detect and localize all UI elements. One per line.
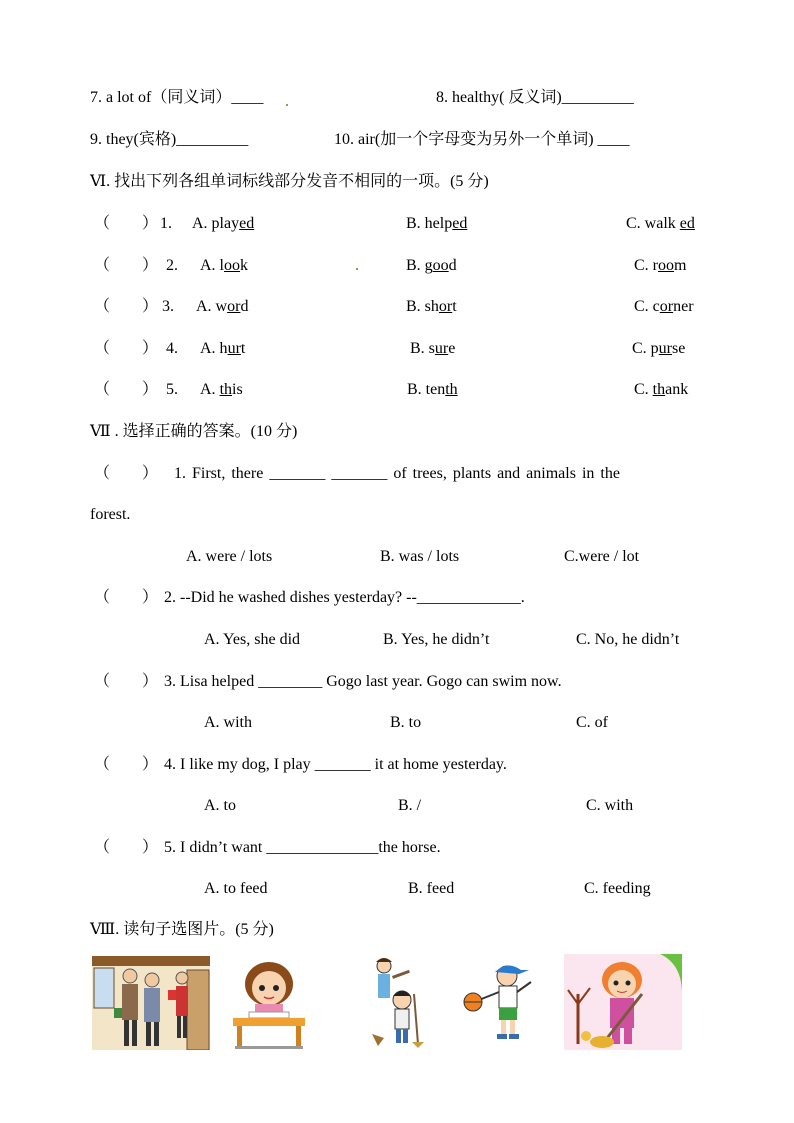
word-part: ank xyxy=(665,381,689,398)
word-part: B. ten xyxy=(407,381,446,398)
option-b: B. Yes, he didn’t xyxy=(383,631,490,648)
option-b xyxy=(410,339,455,359)
answer-paren: （ ） xyxy=(94,756,159,773)
visit-family-picture xyxy=(92,956,210,1050)
word-part: t xyxy=(452,298,457,315)
girl-sweeping-picture xyxy=(564,954,682,1050)
underlined-letters: ur xyxy=(434,340,449,357)
option-c xyxy=(634,297,694,317)
word-part: A. w xyxy=(196,298,228,315)
word-part: C. c xyxy=(634,298,660,315)
option-c: C. of xyxy=(576,714,608,731)
item-number: 2. xyxy=(166,257,178,274)
word-part: ner xyxy=(673,298,694,315)
word-part: t xyxy=(240,340,246,357)
answer-paren: （ ） xyxy=(94,298,159,315)
underlined-letters: ed xyxy=(679,215,695,232)
word-part: A. play xyxy=(192,215,240,232)
stray-dot xyxy=(356,268,358,270)
option-a xyxy=(192,214,254,234)
item-number: 3. xyxy=(162,298,174,315)
underlined-letters: th xyxy=(652,381,666,398)
underlined-letters: or xyxy=(438,298,453,315)
word-part: B. sh xyxy=(406,298,439,315)
item-number: 5. xyxy=(166,381,178,398)
word-part: d xyxy=(448,257,457,274)
underlined-letters: oo xyxy=(224,257,240,274)
underlined-letters: ur xyxy=(658,340,672,357)
option-b: B. / xyxy=(398,797,422,814)
question-7: 7. a lot of（同义词）____ xyxy=(90,89,264,106)
word-part: C. p xyxy=(632,340,659,357)
underlined-letters: ur xyxy=(227,340,241,357)
section-8-title: Ⅷ. 读句子选图片。(5 分) xyxy=(90,921,274,938)
word-part: C. xyxy=(634,381,653,398)
word-part: B. g xyxy=(406,257,433,274)
word-part: e xyxy=(448,340,456,357)
option-c: C. feeding xyxy=(584,880,651,897)
option-b: B. feed xyxy=(408,880,455,897)
option-a: A. to xyxy=(204,797,236,814)
option-a xyxy=(196,297,248,317)
word-part: C. walk xyxy=(626,215,680,232)
option-c: C. with xyxy=(586,797,634,814)
answer-paren: （ ） xyxy=(94,673,159,690)
option-c xyxy=(634,256,686,276)
answer-paren: （ ） xyxy=(94,340,159,357)
word-part: se xyxy=(672,340,686,357)
option-a: A. Yes, she did xyxy=(204,631,301,648)
underlined-letters: oo xyxy=(658,257,674,274)
answer-paren: （ ） xyxy=(94,215,159,232)
girl-reading-picture xyxy=(229,960,309,1050)
option-b: B. was / lots xyxy=(380,548,460,565)
word-part: A. h xyxy=(200,340,228,357)
option-b xyxy=(406,256,457,276)
word-part: m xyxy=(674,257,687,274)
kids-cleaning-picture xyxy=(368,954,426,1050)
option-c xyxy=(626,214,695,234)
word-part: k xyxy=(240,257,248,274)
option-a xyxy=(200,380,243,400)
underlined-letters: oo xyxy=(432,257,449,274)
underlined-letters: or xyxy=(659,298,674,315)
section-7-title: Ⅶ . 选择正确的答案。(10 分) xyxy=(90,423,298,440)
word-part: A. l xyxy=(200,257,224,274)
question-5-text: 5. I didn’t want ______________the horse. xyxy=(164,839,441,856)
option-a xyxy=(200,339,245,359)
question-10: 10. air(加一个字母变为另外一个单词) ____ xyxy=(334,131,630,148)
question-1-text-cont: forest. xyxy=(90,506,131,523)
option-a: A. with xyxy=(204,714,252,731)
word-part: B. help xyxy=(406,215,453,232)
answer-paren: （ ） xyxy=(94,465,159,482)
question-1-text: 1. First, there _______ _______ of trees, plants and animals in the xyxy=(174,465,620,482)
option-a xyxy=(200,256,248,276)
answer-paren: （ ） xyxy=(94,589,159,606)
boy-basketball-picture xyxy=(459,962,545,1042)
option-c: C.were / lot xyxy=(564,548,640,565)
item-number: 1. xyxy=(160,215,172,232)
answer-paren: （ ） xyxy=(94,839,159,856)
question-2-text: 2. --Did he washed dishes yesterday? --_____________. xyxy=(164,589,525,606)
underlined-letters: th xyxy=(445,381,458,398)
option-a: A. to feed xyxy=(204,880,268,897)
question-9: 9. they(宾格)_________ xyxy=(90,131,249,148)
underlined-letters: ed xyxy=(452,215,468,232)
section-6-title: Ⅵ. 找出下列各组单词标线部分发音不相同的一项。(5 分) xyxy=(90,173,489,190)
word-part: A. xyxy=(200,381,220,398)
option-a: A. were / lots xyxy=(186,548,273,565)
option-b xyxy=(406,297,457,317)
word-part: d xyxy=(240,298,249,315)
answer-paren: （ ） xyxy=(94,381,159,398)
word-part: is xyxy=(232,381,243,398)
item-number: 4. xyxy=(166,340,178,357)
question-8: 8. healthy( 反义词)_________ xyxy=(436,89,634,106)
underlined-letters: th xyxy=(219,381,233,398)
underlined-letters: ed xyxy=(239,215,255,232)
option-c: C. No, he didn’t xyxy=(576,631,680,648)
answer-paren: （ ） xyxy=(94,257,159,274)
option-b xyxy=(407,380,458,400)
question-4-text: 4. I like my dog, I play _______ it at home yesterday. xyxy=(164,756,507,773)
underlined-letters: or xyxy=(227,298,241,315)
option-c xyxy=(634,380,688,400)
stray-dot xyxy=(286,104,288,106)
word-part: C. r xyxy=(634,257,658,274)
option-b: B. to xyxy=(390,714,422,731)
word-part: B. s xyxy=(410,340,435,357)
option-b xyxy=(406,214,467,234)
option-c xyxy=(632,339,685,359)
question-3-text: 3. Lisa helped ________ Gogo last year. Gogo can swim now. xyxy=(164,673,562,690)
